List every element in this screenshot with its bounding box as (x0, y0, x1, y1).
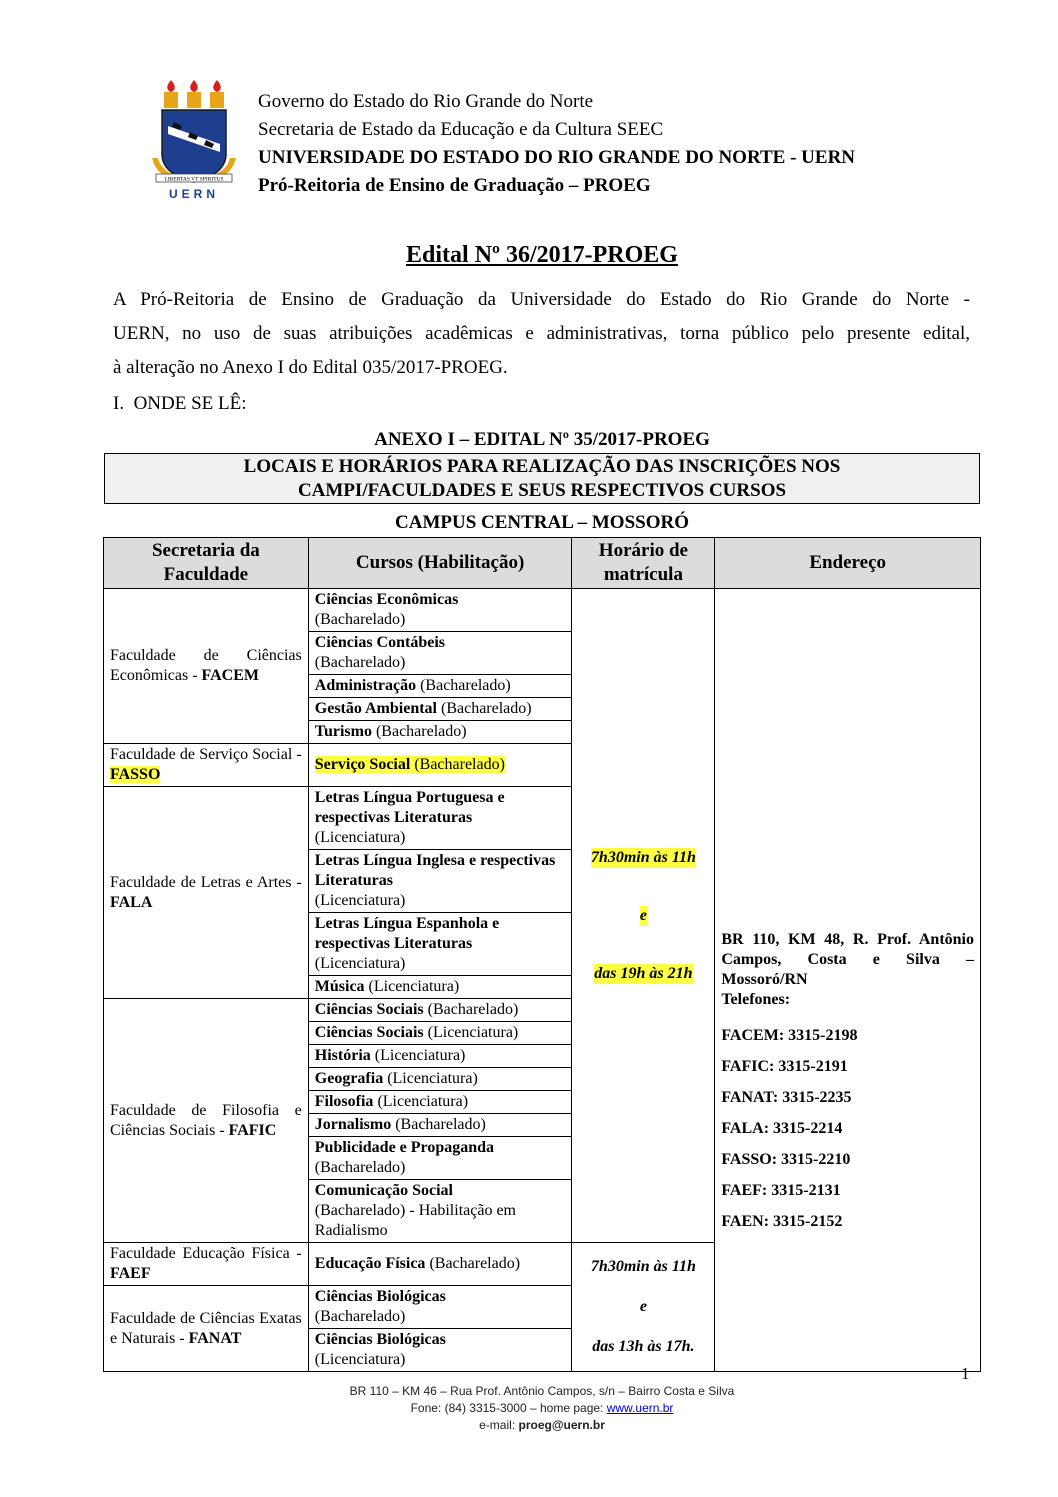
course-cell: Gestão Ambiental (Bacharelado) (308, 698, 572, 721)
homepage-link[interactable]: www.uern.br (606, 1401, 674, 1415)
course-cell: Letras Língua Portuguesa e respectivas Literaturas (Licenciatura) (308, 787, 572, 850)
horario-morning: 7h30min às 11h (590, 1258, 696, 1275)
phone-item: FALA: 3315-2214 (721, 1119, 843, 1137)
page-footer (0, 1383, 1058, 1434)
phone-item: FAFIC: 3315-2191 (721, 1057, 848, 1075)
phone-item: FAEF: 3315-2131 (721, 1181, 841, 1199)
horario-cell-2 (572, 1243, 715, 1372)
course-cell: Ciências Contábeis (Bacharelado) (308, 632, 572, 675)
annex-title: ANEXO I – EDITAL Nº 35/2017-PROEG (374, 429, 710, 450)
phone-item: FASSO: 3315-2210 (721, 1150, 851, 1168)
header-cell: Horário de matrícula (572, 538, 715, 589)
phones-label: Telefones: (721, 990, 791, 1008)
course-cell: Filosofia (Licenciatura) (308, 1091, 572, 1114)
intro-line: A Pró-Reitoria de Ensino de Graduação da Universidade do Estado do Rio Grande do Norte - (113, 289, 970, 310)
header-cell: Endereço (715, 538, 981, 589)
course-cell: Ciências Biológicas (Licenciatura) (308, 1329, 572, 1372)
horario-evening: das 19h às 21h (594, 964, 693, 982)
phone-list (721, 1026, 974, 1243)
course-cell: Jornalismo (Bacharelado) (308, 1114, 572, 1137)
course-cell: Música (Licenciatura) (308, 976, 572, 999)
intro-line: à alteração no Anexo I do Edital 035/2017-PROEG. (113, 357, 508, 378)
phone-item: FANAT: 3315-2235 (721, 1088, 852, 1106)
document-header (0, 0, 1058, 210)
course-cell: Comunicação Social (Bacharelado) - Habilitação em Radialismo (308, 1180, 572, 1243)
faculty-cell-fala: Faculdade de Letras e Artes - FALA (104, 787, 309, 999)
institution-lines (258, 88, 855, 200)
box-line: LOCAIS E HORÁRIOS PARA REALIZAÇÃO DAS INSCRIÇÕES NOS (243, 456, 841, 477)
footer-email: e-mail: proeg@uern.br (479, 1418, 605, 1432)
header-university: UNIVERSIDADE DO ESTADO DO RIO GRANDE DO NORTE - UERN (258, 147, 856, 168)
header-secretariat: Secretaria de Estado da Educação e da Cultura SEEC (258, 119, 664, 140)
endereco-cell (715, 589, 981, 1372)
course-cell: Turismo (Bacharelado) (308, 721, 572, 744)
intro-paragraph (113, 283, 970, 385)
table-row (104, 589, 981, 632)
course-cell: Geografia (Licenciatura) (308, 1068, 572, 1091)
phone-item: FAEN: 3315-2152 (721, 1212, 843, 1230)
horario-and: e (639, 1298, 647, 1315)
course-cell: Ciências Econômicas (Bacharelado) (308, 589, 572, 632)
course-cell: Letras Língua Espanhola e respectivas Literaturas (Licenciatura) (308, 913, 572, 976)
footer-contact: Fone: (84) 3315-3000 – home page: www.uern.br (410, 1401, 674, 1415)
campus-title: CAMPUS CENTRAL – MOSSORÓ (395, 512, 689, 533)
header-cell: Cursos (Habilitação) (308, 538, 572, 589)
table-header-row (104, 538, 981, 589)
header-proeg: Pró-Reitoria de Ensino de Graduação – PROEG (258, 175, 651, 196)
faculty-cell-fafic: Faculdade de Filosofia e Ciências Sociais - FAFIC (104, 999, 309, 1243)
faculty-cell-fanat: Faculdade de Ciências Exatas e Naturais - FANAT (104, 1286, 309, 1372)
course-cell: Publicidade e Propaganda (Bacharelado) (308, 1137, 572, 1180)
horario-morning: 7h30min às 11h (590, 848, 696, 866)
header-government: Governo do Estado do Rio Grande do Norte (258, 91, 594, 112)
address-text: BR 110, KM 48, R. Prof. Antônio Campos, Costa e Silva – Mossoró/RN (721, 930, 974, 988)
courses-table (103, 537, 981, 1372)
svg-text:UERN: UERN (168, 187, 220, 201)
header-cell: Secretaria da Faculdade (104, 538, 309, 589)
annex-box-heading (104, 453, 980, 504)
uern-logo (150, 78, 238, 202)
email-text: proeg@uern.br (518, 1418, 605, 1432)
phone-item: FACEM: 3315-2198 (721, 1026, 858, 1044)
course-cell: Administração (Bacharelado) (308, 675, 572, 698)
faculty-cell-faef: Faculdade Educação Física - FAEF (104, 1243, 309, 1286)
faculty-cell-fasso: Faculdade de Serviço Social - FASSO (104, 744, 309, 787)
faculty-cell-facem: Faculdade de Ciências Econômicas - FACEM (104, 589, 309, 744)
course-cell: História (Licenciatura) (308, 1045, 572, 1068)
horario-and: e (639, 906, 647, 924)
horario-cell-1 (572, 589, 715, 1243)
course-cell: Educação Física (Bacharelado) (308, 1243, 572, 1286)
intro-line: UERN, no uso de suas atribuições acadêmicas e administrativas, torna público pelo presente edital, (113, 323, 970, 344)
page-number: 1 (961, 1364, 970, 1383)
course-cell: Letras Língua Inglesa e respectivas Literaturas (Licenciatura) (308, 850, 572, 913)
horario-afternoon: das 13h às 17h. (592, 1338, 695, 1355)
section-onde-se-le: I. ONDE SE LÊ: (113, 393, 247, 414)
course-cell: Ciências Sociais (Bacharelado) (308, 999, 572, 1022)
footer-address: BR 110 – KM 46 – Rua Prof. Antônio Campos, s/n – Bairro Costa e Silva (349, 1384, 735, 1398)
course-cell: Ciências Biológicas (Bacharelado) (308, 1286, 572, 1329)
course-cell: Serviço Social (Bacharelado) (308, 744, 572, 787)
svg-text:LIBERTAS VT SPIRITUS: LIBERTAS VT SPIRITUS (164, 176, 224, 183)
course-cell: Ciências Sociais (Licenciatura) (308, 1022, 572, 1045)
box-line: CAMPI/FACULDADES E SEUS RESPECTIVOS CURSOS (297, 480, 787, 501)
edital-title: Edital Nº 36/2017-PROEG (406, 242, 678, 268)
